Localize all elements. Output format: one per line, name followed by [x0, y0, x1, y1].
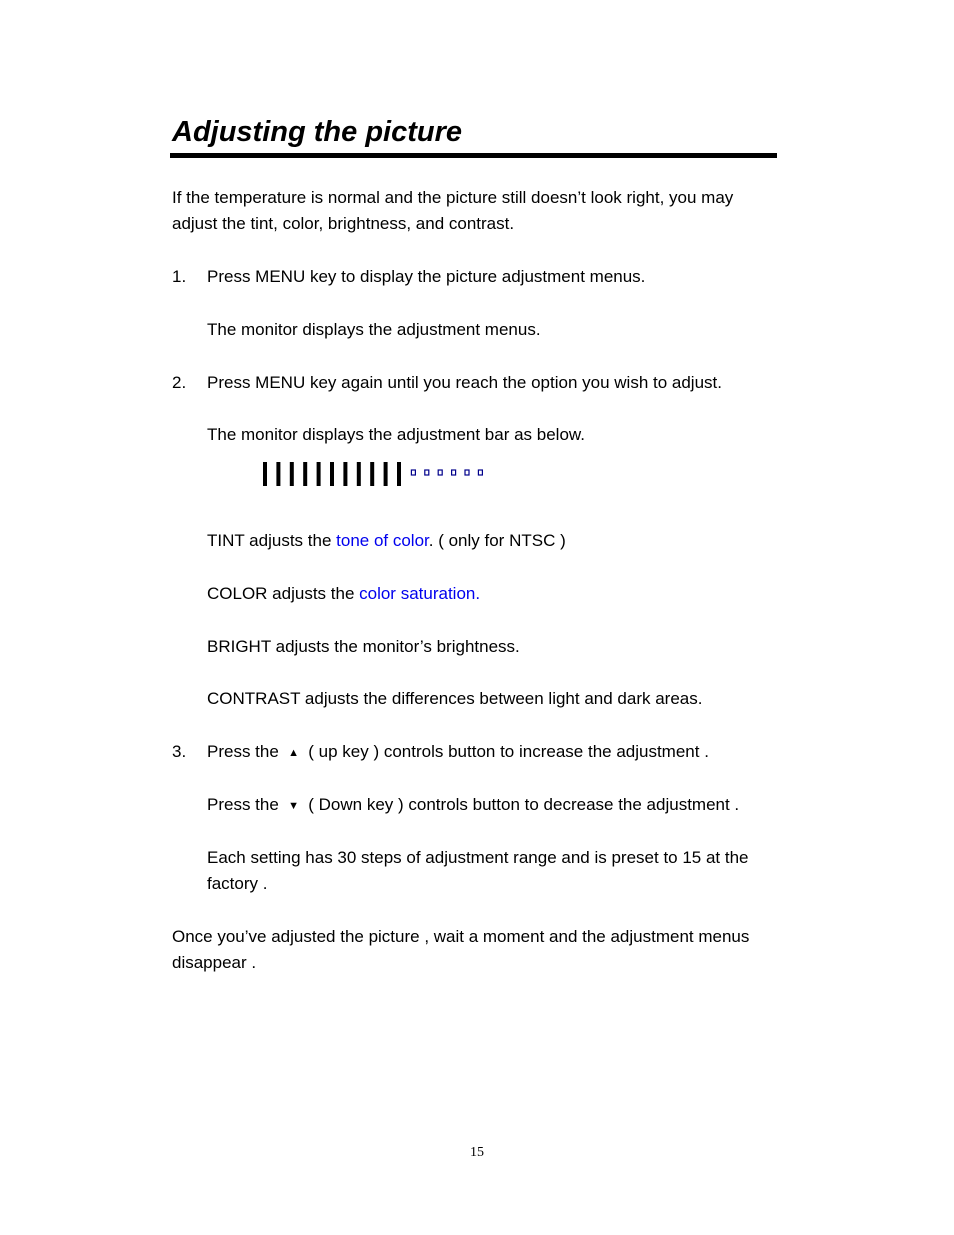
step-2-number: 2.	[172, 373, 187, 392]
step-2-result: The monitor displays the adjustment bar as below.	[207, 425, 585, 444]
step-2-text: Press MENU key again until you reach the option you wish to adjust.	[207, 373, 722, 392]
title-underline	[170, 153, 777, 158]
up-suffix: ( up key ) controls button to increase the adjustment .	[303, 742, 709, 761]
adjustment-step-filled	[384, 462, 388, 486]
triangle-up-icon: ▲	[288, 747, 299, 759]
color-description	[207, 581, 480, 607]
closing-line-2: disappear .	[172, 953, 257, 972]
adjustment-step-empty	[411, 470, 415, 475]
tone-of-color-link[interactable]: tone of color	[336, 531, 429, 550]
tint-suffix: . ( only for NTSC )	[428, 531, 566, 550]
range-line-2: factory .	[207, 874, 268, 893]
adjustment-step-empty	[478, 470, 482, 475]
adjustment-step-filled	[290, 462, 294, 486]
tint-prefix: TINT adjusts the	[207, 531, 337, 550]
adjustment-step-filled	[263, 462, 267, 486]
triangle-down-icon: ▼	[288, 800, 299, 812]
adjustment-step-empty	[465, 470, 469, 475]
step-3-up-text	[207, 739, 709, 766]
closing-line-1: Once you’ve adjusted the picture , wait a moment and the adjustment menus	[172, 927, 750, 946]
intro-line-1: If the temperature is normal and the picture still doesn’t look right, you may	[172, 188, 734, 207]
color-saturation-link[interactable]: color saturation.	[359, 584, 481, 603]
intro-line-2: adjust the tint, color, brightness, and contrast.	[172, 214, 515, 233]
up-prefix: Press the	[207, 742, 284, 761]
adjustment-step-filled	[303, 462, 307, 486]
adjustment-step-filled	[317, 462, 321, 486]
tint-description	[207, 528, 566, 554]
adjustment-step-empty	[425, 470, 429, 475]
range-line-1: Each setting has 30 steps of adjustment range and is preset to 15 at the	[207, 848, 749, 867]
adjustment-step-filled	[357, 462, 361, 486]
adjustment-step-empty	[452, 470, 456, 475]
adjustment-step-filled	[343, 462, 347, 486]
adjustment-step-filled	[330, 462, 334, 486]
adjustment-step-empty	[438, 470, 442, 475]
down-prefix: Press the	[207, 795, 284, 814]
adjustment-step-filled	[397, 462, 401, 486]
step-3-down-text	[207, 792, 739, 819]
adjustment-bar-graphic	[262, 460, 502, 488]
adjustment-step-filled	[370, 462, 374, 486]
step-1-result: The monitor displays the adjustment menus.	[207, 320, 541, 339]
step-3-number: 3.	[172, 742, 187, 761]
step-1-number: 1.	[172, 267, 187, 286]
adjustment-bar	[262, 460, 502, 488]
step-1-text: Press MENU key to display the picture adjustment menus.	[207, 267, 646, 286]
down-suffix: ( Down key ) controls button to decrease the adjustment .	[303, 795, 740, 814]
bright-description: BRIGHT adjusts the monitor’s brightness.	[207, 637, 520, 656]
adjustment-step-filled	[276, 462, 280, 486]
page-title: Adjusting the picture	[172, 116, 462, 148]
color-prefix: COLOR adjusts the	[207, 584, 360, 603]
page-number: 15	[470, 1145, 484, 1160]
contrast-description: CONTRAST adjusts the differences between light and dark areas.	[207, 689, 703, 708]
